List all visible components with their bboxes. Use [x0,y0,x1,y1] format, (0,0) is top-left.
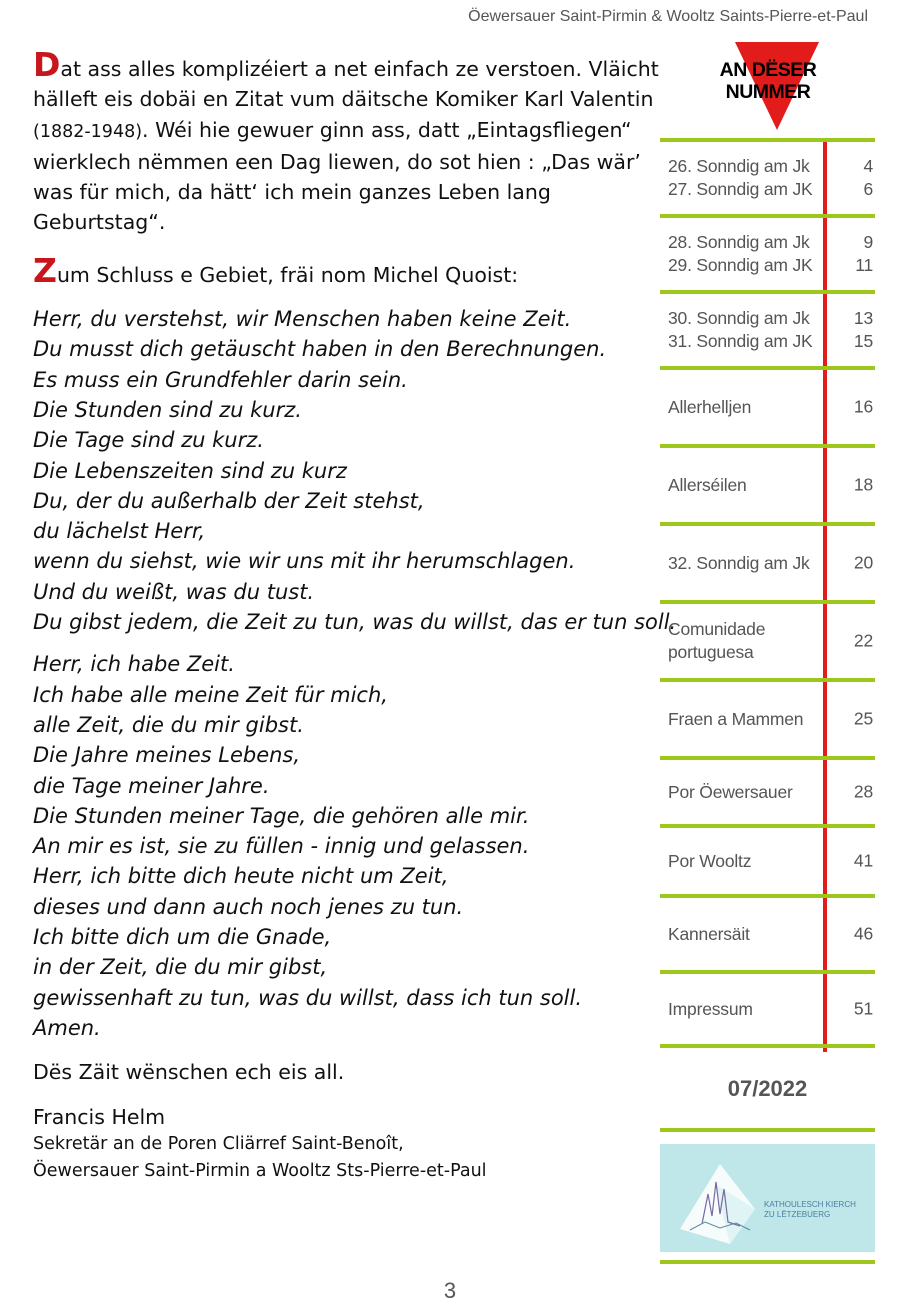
toc-entry[interactable] [668,330,875,353]
toc-entry-page: 11 [855,255,873,275]
poem-line: alle Zeit, die du mir gibst. [33,712,304,737]
toc-entry[interactable] [668,618,875,664]
signer-role-line-2: Öewersauer Saint-Pirmin a Wooltz Sts-Pierre-et-Paul [33,1161,487,1182]
toc-entry-title: Por Öewersauer [668,781,793,802]
toc-entry-page: 13 [853,308,873,328]
toc-entry-page: 28 [853,781,873,802]
poem-line: An mir es ist, sie zu füllen - innig und gelassen. [33,834,530,859]
logo-mark-icon [660,1144,875,1252]
poem-line: Ich bitte dich um die Gnade, [33,925,332,950]
poem-line: Die Stunden sind zu kurz. [33,397,302,422]
toc-entry-title: 29. Sonndig am JK [668,255,813,275]
toc-group [660,218,875,290]
poem-line: gewissenhaft zu tun, was du willst, dass ich tun soll. [33,985,583,1010]
toc-entry[interactable] [668,307,875,330]
toc-group [660,682,875,756]
toc-group [660,760,875,824]
poem-line: Und du weißt, was du tust. [33,579,315,604]
toc-group [660,828,875,894]
article [33,45,677,1185]
toc-entry-page: 18 [853,474,873,495]
poem-line: Die Lebenszeiten sind zu kurz [33,458,347,483]
dropcap: D [33,45,61,84]
issue-number: 07/2022 [727,1076,808,1101]
poem-line: Herr, ich bitte dich heute nicht um Zeit, [33,864,449,889]
toc-entry[interactable] [668,178,875,201]
lead-in-paragraph [33,250,673,290]
toc-group [660,448,875,522]
toc-entry-title: 28. Sonndig am Jk [668,232,810,252]
poem-line: in der Zeit, die du mir gibst, [33,955,328,980]
toc-entry[interactable] [668,231,875,254]
toc-entry[interactable] [668,923,875,946]
toc-entry-page: 16 [853,396,873,417]
closing-line: Dës Zäit wënschen ech eis all. [33,1060,345,1085]
toc-entry-title: Por Wooltz [668,850,752,871]
toc-entry-page: 9 [863,232,873,252]
toc-entry-title: 27. Sonndig am JK [668,179,813,199]
toc-entry-page: 22 [853,630,873,651]
toc-entry-page: 4 [863,156,873,176]
poem-line: Du, der du außerhalb der Zeit stehst, [33,488,425,513]
svg-text:ZU LËTZEBUERG: ZU LËTZEBUERG [764,1210,831,1219]
toc-group [660,370,875,444]
toc-entry[interactable] [668,708,875,731]
intro-years: (1882-1948) [33,121,143,142]
poem-line: Du musst dich getäuscht haben in den Berechnungen. [33,337,607,362]
intro-text-b: . Wéi hie gewuer ginn ass, datt „Eintagsfliegen“ wierklech nëmmen een Dag liewen, do sot hien : „Das wär’ was für mich, da hätt‘ ich mein ganzes Leben lang Geburtstag“. [33,117,641,235]
contents-heading [659,59,877,103]
poem-stanza-1 [33,304,677,637]
green-divider [660,1260,875,1264]
toc-entry-page: 25 [853,708,873,729]
poem-line: Amen. [33,1015,101,1040]
toc-entry-page: 46 [853,923,873,944]
toc-entry-title: 26. Sonndig am Jk [668,156,810,176]
toc-entry-title: Allerséilen [668,474,747,495]
toc-group [660,142,875,214]
toc-entry-title: 30. Sonndig am Jk [668,308,810,328]
lead-in-text: um Schluss e Gebiet, fräi nom Michel Quoist: [56,262,519,287]
poem-line: Ich habe alle meine Zeit für mich, [33,682,388,707]
running-header: Öewersauer Saint-Pirmin & Wooltz Saints-Pierre-et-Paul [468,8,868,25]
toc-entry-page: 20 [853,552,873,573]
intro-text-a: at ass alles komplizéiert a net einfach ze verstoen. Vläicht hälleft eis dobäi en Zitat vum däitsche Komiker Karl Valentin [33,57,659,112]
poem-stanza-2 [33,649,673,1043]
contents-sidebar [660,38,875,1278]
contents-heading-line-2: NUMMER [725,81,811,103]
signer-name: Francis Helm [33,1105,166,1130]
toc-entry[interactable] [668,396,875,419]
toc-entry[interactable] [668,254,875,277]
intro-paragraph [33,45,673,238]
poem-line: Die Stunden meiner Tage, die gehören alle mir. [33,803,530,828]
poem-line: dieses und dann auch noch jenes zu tun. [33,894,464,919]
toc-entry-page: 15 [853,331,873,351]
toc-entry-title: Impressum [668,998,753,1019]
toc-entry[interactable] [668,781,875,804]
poem-line: Du gibst jedem, die Zeit zu tun, was du willst, das er tun soll. [33,610,677,635]
toc-entry-title: Kannersäit [668,923,750,944]
table-of-contents [660,138,875,1048]
dropcap: Z [33,250,57,290]
toc-entry[interactable] [668,552,875,575]
toc-group [660,526,875,600]
toc-entry-title: Fraen a Mammen [668,708,804,729]
toc-group [660,294,875,366]
toc-entry-page: 41 [853,850,873,871]
church-logo [660,1144,875,1252]
toc-entry-title: Allerhelljen [668,396,752,417]
toc-group [660,974,875,1044]
toc-group [660,604,875,678]
toc-entry[interactable] [668,474,875,497]
poem-line: Es muss ein Grundfehler darin sein. [33,367,408,392]
poem-line: Die Tage sind zu kurz. [33,428,264,453]
toc-entry-page: 51 [853,998,873,1019]
poem-line: wenn du siehst, wie wir uns mit ihr herumschlagen. [33,549,576,574]
poem-line: Die Jahre meines Lebens, [33,743,301,768]
toc-entry-title: 31. Sonndig am JK [668,331,813,351]
green-divider [660,1044,875,1048]
contents-heading-line-1: AN DËSER [719,59,817,81]
signer-role-line-1: Sekretär an de Poren Cliärref Saint-Benoît, [33,1134,404,1155]
toc-entry-title: Comunidade portuguesa [668,619,766,662]
poem-line: die Tage meiner Jahre. [33,773,270,798]
toc-entry[interactable] [668,155,875,178]
toc-entry[interactable] [668,998,875,1021]
poem-line: du lächelst Herr, [33,519,206,544]
poem-line: Herr, du verstehst, wir Menschen haben keine Zeit. [33,307,572,332]
page-number: 3 [443,1278,457,1303]
toc-entry-title: 32. Sonndig am Jk [668,552,810,573]
poem-line: Herr, ich habe Zeit. [33,652,235,677]
toc-entry[interactable] [668,850,875,873]
toc-group [660,898,875,970]
green-divider [660,1128,875,1132]
svg-text:KATHOULESCH KIERCH: KATHOULESCH KIERCH [764,1200,856,1209]
toc-entry-page: 6 [863,179,873,199]
